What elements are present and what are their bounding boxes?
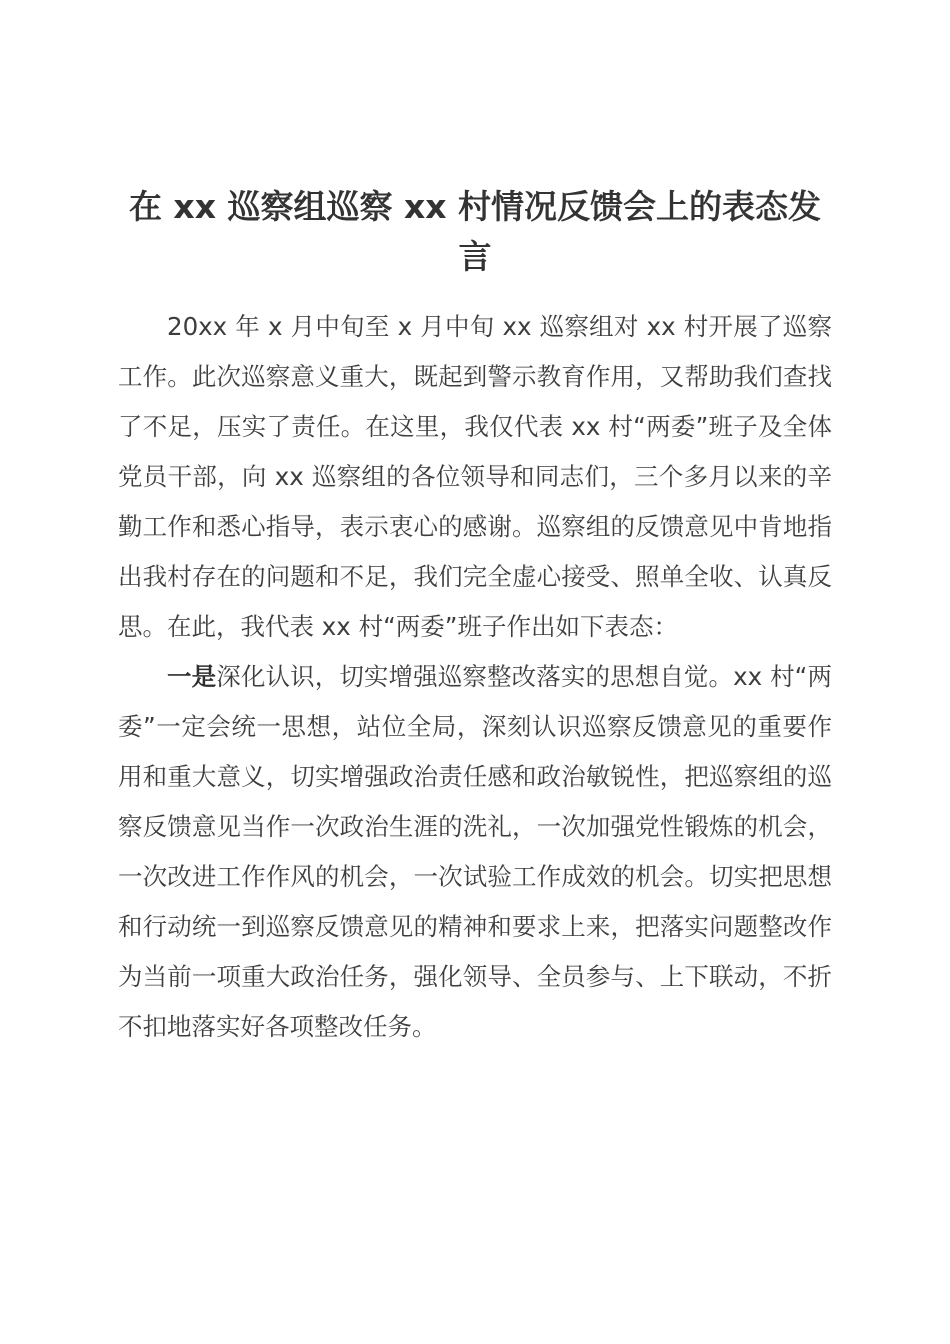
paragraph-text: 深化认识，切实增强巡察整改落实的思想自觉。xx 村“两委”一定会统一思想，站位全局，深刻认识巡察反馈意见的重要作用和重大意义，切实增强政治责任感和政治敏锐性，把巡察组的巡察反馈意见当作一次政治生涯的洗礼，一次加强党性锻炼的机会，一次改进工作作风的机会，一次试验工作成效的机会。切实把思想和行动统一到巡察反馈意见的精神和要求上来，把落实问题整改作为当前一项重大政治任务，强化领导、全员参与、上下联动，不折不扣地落实好各项整改任务。	[118, 662, 832, 1041]
document-title: 在 xx 巡察组巡察 xx 村情况反馈会上的表态发言	[128, 187, 822, 276]
paragraph-lead: 一是	[167, 662, 217, 691]
paragraph-intro	[118, 302, 832, 652]
paragraph-text: 20xx 年 x 月中旬至 x 月中旬 xx 巡察组对 xx 村开展了巡察工作。此次巡察意义重大，既起到警示教育作用，又帮助我们查找了不足，压实了责任。在这里，我仅代表 xx 村“两委”班子及全体党员干部，向 xx 巡察组的各位领导和同志们，三个多月以来的辛勤工作和悉心指导，表示衷心的感谢。巡察组的反馈意见中肯地指出我村存在的问题和不足，我们完全虚心接受、照单全收、认真反思。在此，我代表 xx 村“两委”班子作出如下表态：	[118, 312, 832, 641]
document-body	[118, 302, 832, 1052]
paragraph-point-one	[118, 652, 832, 1052]
